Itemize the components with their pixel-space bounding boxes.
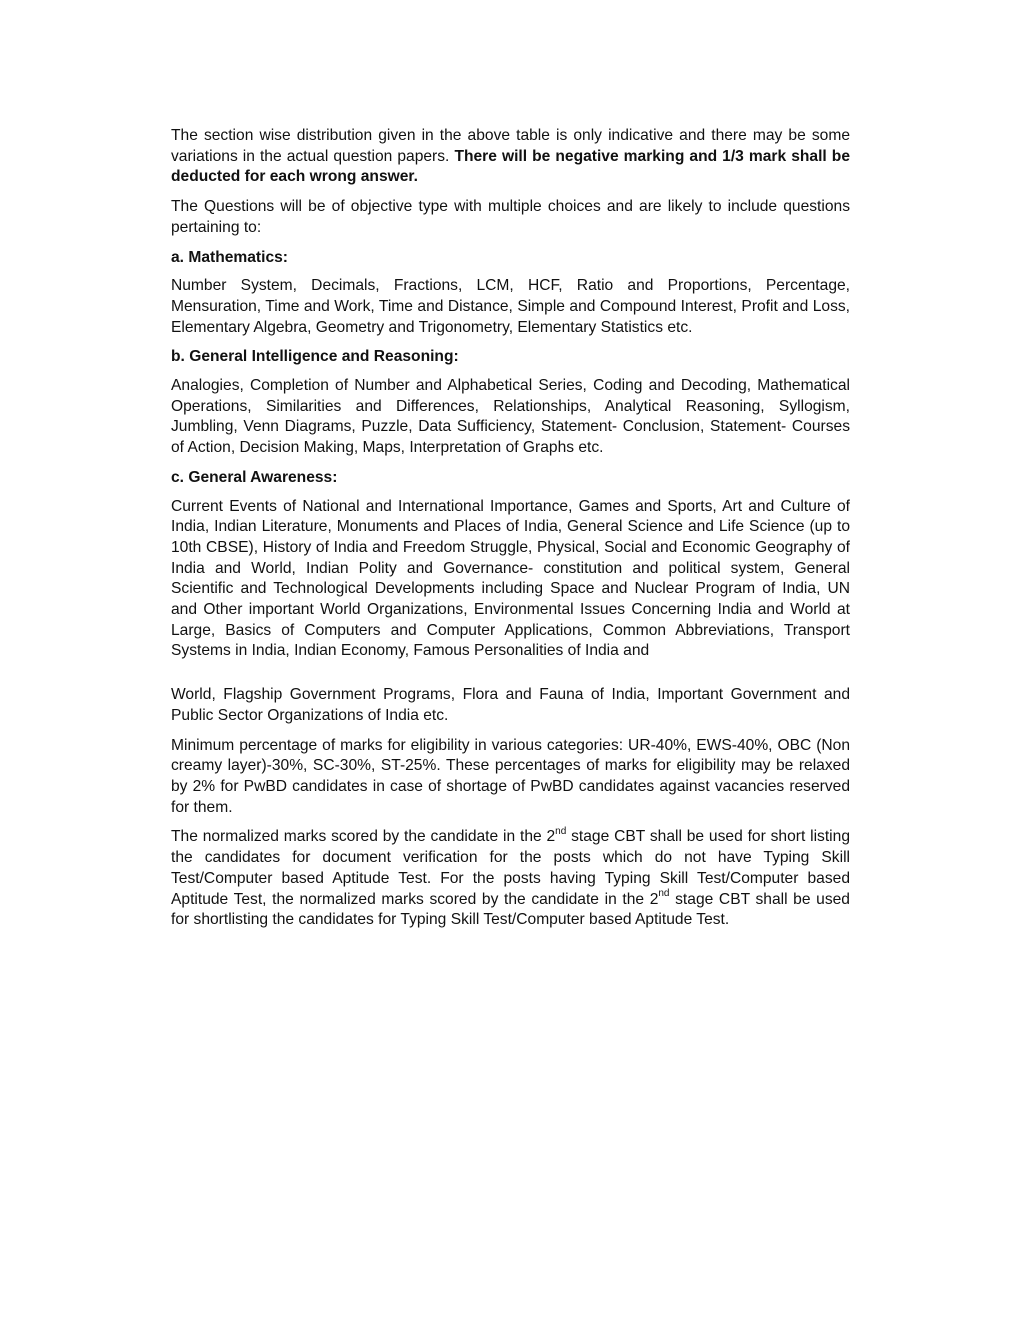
ordinal-suffix-2: nd — [658, 888, 670, 900]
objective-intro-paragraph: The Questions will be of objective type with multiple choices and are likely to include questions pertaining to: — [171, 198, 850, 236]
page-break-gap — [171, 662, 850, 685]
mathematics-topics: Number System, Decimals, Fractions, LCM, HCF, Ratio and Proportions, Percentage, Mensuration, Time and Work, Time and Distance, Simple and Compound Interest, Profit and Loss, Elementary Algebra, Geometry and Trigonometry, Elementary Statistics etc. — [171, 277, 850, 336]
mathematics-heading: a. Mathematics: — [171, 248, 288, 266]
normalized-marks-paragraph — [171, 827, 850, 931]
ordinal-suffix-1: nd — [555, 826, 567, 838]
document-page — [171, 126, 850, 940]
intro-text: The section wise distribution given in the above table is only indicative and there may be some variations in the actual question papers. — [171, 127, 850, 165]
intro-paragraph — [171, 126, 850, 188]
negative-marking-note: There will be negative marking and 1/3 mark shall be deducted for each wrong answer. — [171, 147, 850, 186]
normalized-text-3: stage CBT shall be used for shortlisting the candidates for Typing Skill Test/Computer based Aptitude Test. — [171, 890, 850, 929]
reasoning-heading: b. General Intelligence and Reasoning: — [171, 348, 459, 366]
eligibility-paragraph: Minimum percentage of marks for eligibility in various categories: UR-40%, EWS-40%, OBC (Non creamy layer)-30%, SC-30%, ST-25%. These percentages of marks for eligibility may be relaxed by 2% for PwBD candidates in case of shortage of PwBD candidates against vacancies reserved for them. — [171, 736, 850, 816]
reasoning-topics: Analogies, Completion of Number and Alphabetical Series, Coding and Decoding, Mathematical Operations, Similarities and Differences, Relationships, Analytical Reasoning, Syllogism, Jumbling, Venn Diagrams, Puzzle, Data Sufficiency, Statement- Conclusion, Statement- Courses of Action, Decision Making, Maps, Interpretation of Graphs etc. — [171, 377, 850, 457]
normalized-text-1: The normalized marks scored by the candidate in the 2 — [171, 828, 556, 846]
normalized-text-2: stage CBT shall be used for short listing the candidates for document verification for the posts which do not have Typing Skill Test/Computer based Aptitude Test. For the posts having Typing Skill Test/Computer based Aptitude Test, the normalized marks scored by the candidate in the 2 — [171, 828, 850, 908]
awareness-topics-part1: Current Events of National and International Importance, Games and Sports, Art and Culture of India, Indian Literature, Monuments and Places of India, General Science and Life Science (up to 10th CBSE), History of India and Freedom Struggle, Physical, Social and Economic Geography of India and World, Indian Polity and Governance- constitution and political system, General Scientific and Technological Developments including Space and Nuclear Program of India, UN and Other important World Organizations, Environmental Issues Concerning India and World at Large, Basics of Computers and Computer Applications, Common Abbreviations, Transport Systems in India, Indian Economy, Famous Personalities of India and — [171, 497, 850, 660]
awareness-topics-part2: World, Flagship Government Programs, Flora and Fauna of India, Important Government and Public Sector Organizations of India etc. — [171, 686, 850, 724]
awareness-heading: c. General Awareness: — [171, 468, 338, 486]
